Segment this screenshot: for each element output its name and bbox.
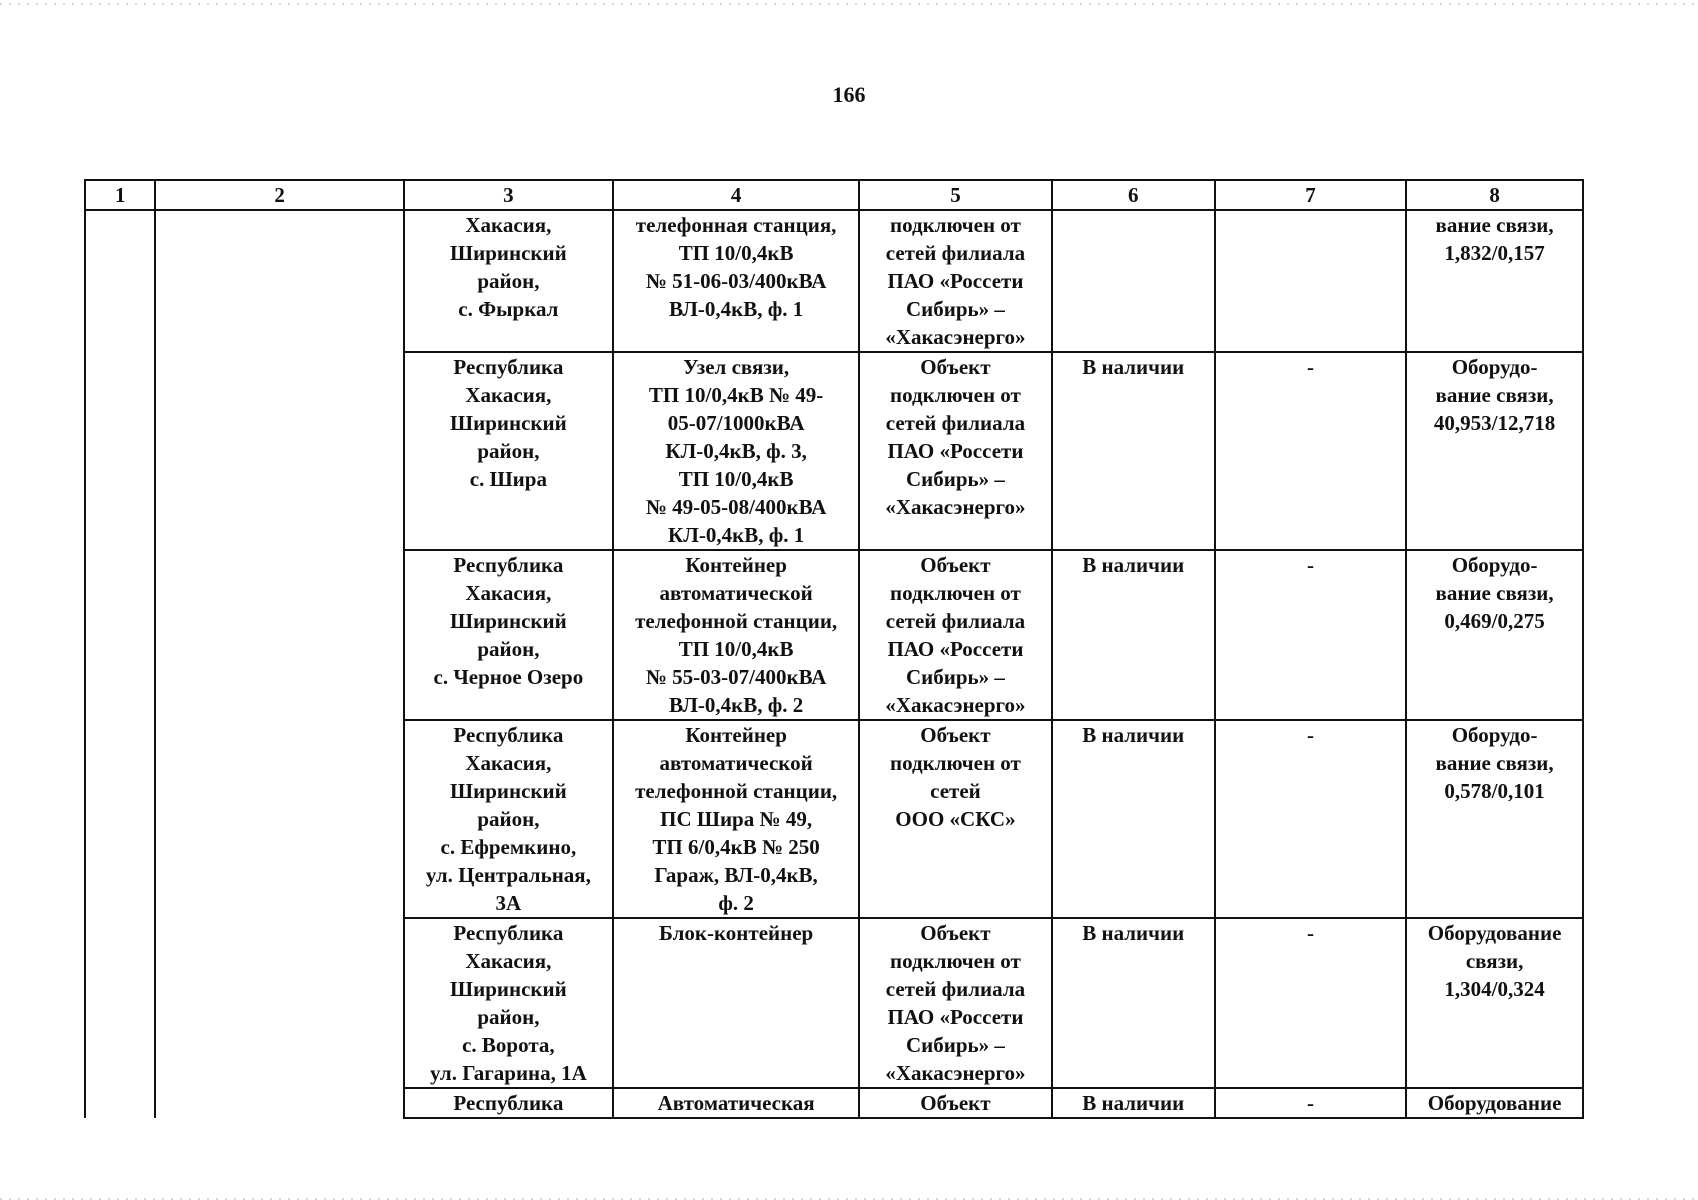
- cell-equipment: Оборудо- вание связи, 0,578/0,101: [1406, 720, 1583, 918]
- cell-location: Республика Хакасия, Ширинский район, с. Ефремкино, ул. Центральная, 3А: [404, 720, 613, 918]
- cell-connection: Объект подключен от сетей филиала ПАО «Россети Сибирь» – «Хакасэнерго»: [859, 352, 1052, 550]
- cell-col-7: -: [1215, 352, 1406, 550]
- cell-col-7: [1215, 210, 1406, 352]
- cell-col-7: -: [1215, 550, 1406, 720]
- cell-col-7: -: [1215, 1088, 1406, 1118]
- table-row: [85, 210, 1583, 352]
- header-col-1: 1: [85, 180, 155, 210]
- cell-object: Контейнер автоматической телефонной станции, ПС Шира № 49, ТП 6/0,4кВ № 250 Гараж, ВЛ-0,4кВ, ф. 2: [613, 720, 859, 918]
- cell-availability: В наличии: [1052, 918, 1215, 1088]
- header-col-8: 8: [1406, 180, 1583, 210]
- cell-equipment: Оборудование связи, 1,304/0,324: [1406, 918, 1583, 1088]
- page-number: 166: [832, 82, 866, 107]
- cell-connection: подключен от сетей филиала ПАО «Россети Сибирь» – «Хакасэнерго»: [859, 210, 1052, 352]
- cell-object: Контейнер автоматической телефонной станции, ТП 10/0,4кВ № 55-03-07/400кВА ВЛ-0,4кВ, ф. 2: [613, 550, 859, 720]
- cell-location: Республика: [404, 1088, 613, 1118]
- cell-col-2: [155, 210, 403, 1118]
- cell-equipment: вание связи, 1,832/0,157: [1406, 210, 1583, 352]
- scan-edge-top: [0, 3, 1698, 5]
- cell-col-7: -: [1215, 720, 1406, 918]
- cell-connection: Объект подключен от сетей филиала ПАО «Россети Сибирь» – «Хакасэнерго»: [859, 918, 1052, 1088]
- cell-availability: В наличии: [1052, 352, 1215, 550]
- cell-availability: [1052, 210, 1215, 352]
- cell-connection: Объект подключен от сетей ООО «СКС»: [859, 720, 1052, 918]
- header-col-4: 4: [613, 180, 859, 210]
- cell-location: Хакасия, Ширинский район, с. Фыркал: [404, 210, 613, 352]
- cell-object: Блок-контейнер: [613, 918, 859, 1088]
- header-col-5: 5: [859, 180, 1052, 210]
- header-col-7: 7: [1215, 180, 1406, 210]
- cell-location: Республика Хакасия, Ширинский район, с. Шира: [404, 352, 613, 550]
- cell-location: Республика Хакасия, Ширинский район, с. Ворота, ул. Гагарина, 1А: [404, 918, 613, 1088]
- header-col-3: 3: [404, 180, 613, 210]
- header-col-2: 2: [155, 180, 403, 210]
- cell-availability: В наличии: [1052, 1088, 1215, 1118]
- cell-object: Узел связи, ТП 10/0,4кВ № 49- 05-07/1000кВА КЛ-0,4кВ, ф. 3, ТП 10/0,4кВ № 49-05-08/400кВА КЛ-0,4кВ, ф. 1: [613, 352, 859, 550]
- cell-equipment: Оборудование: [1406, 1088, 1583, 1118]
- cell-col-7: -: [1215, 918, 1406, 1088]
- cell-availability: В наличии: [1052, 550, 1215, 720]
- data-table: [84, 179, 1584, 1119]
- cell-connection: Объект подключен от сетей филиала ПАО «Россети Сибирь» – «Хакасэнерго»: [859, 550, 1052, 720]
- cell-equipment: Оборудо- вание связи, 0,469/0,275: [1406, 550, 1583, 720]
- cell-col-1: [85, 210, 155, 1118]
- table-header-row: [85, 180, 1583, 210]
- cell-availability: В наличии: [1052, 720, 1215, 918]
- cell-equipment: Оборудо- вание связи, 40,953/12,718: [1406, 352, 1583, 550]
- cell-object: Автоматическая: [613, 1088, 859, 1118]
- header-col-6: 6: [1052, 180, 1215, 210]
- cell-object: телефонная станция, ТП 10/0,4кВ № 51-06-03/400кВА ВЛ-0,4кВ, ф. 1: [613, 210, 859, 352]
- cell-location: Республика Хакасия, Ширинский район, с. Черное Озеро: [404, 550, 613, 720]
- cell-connection: Объект: [859, 1088, 1052, 1118]
